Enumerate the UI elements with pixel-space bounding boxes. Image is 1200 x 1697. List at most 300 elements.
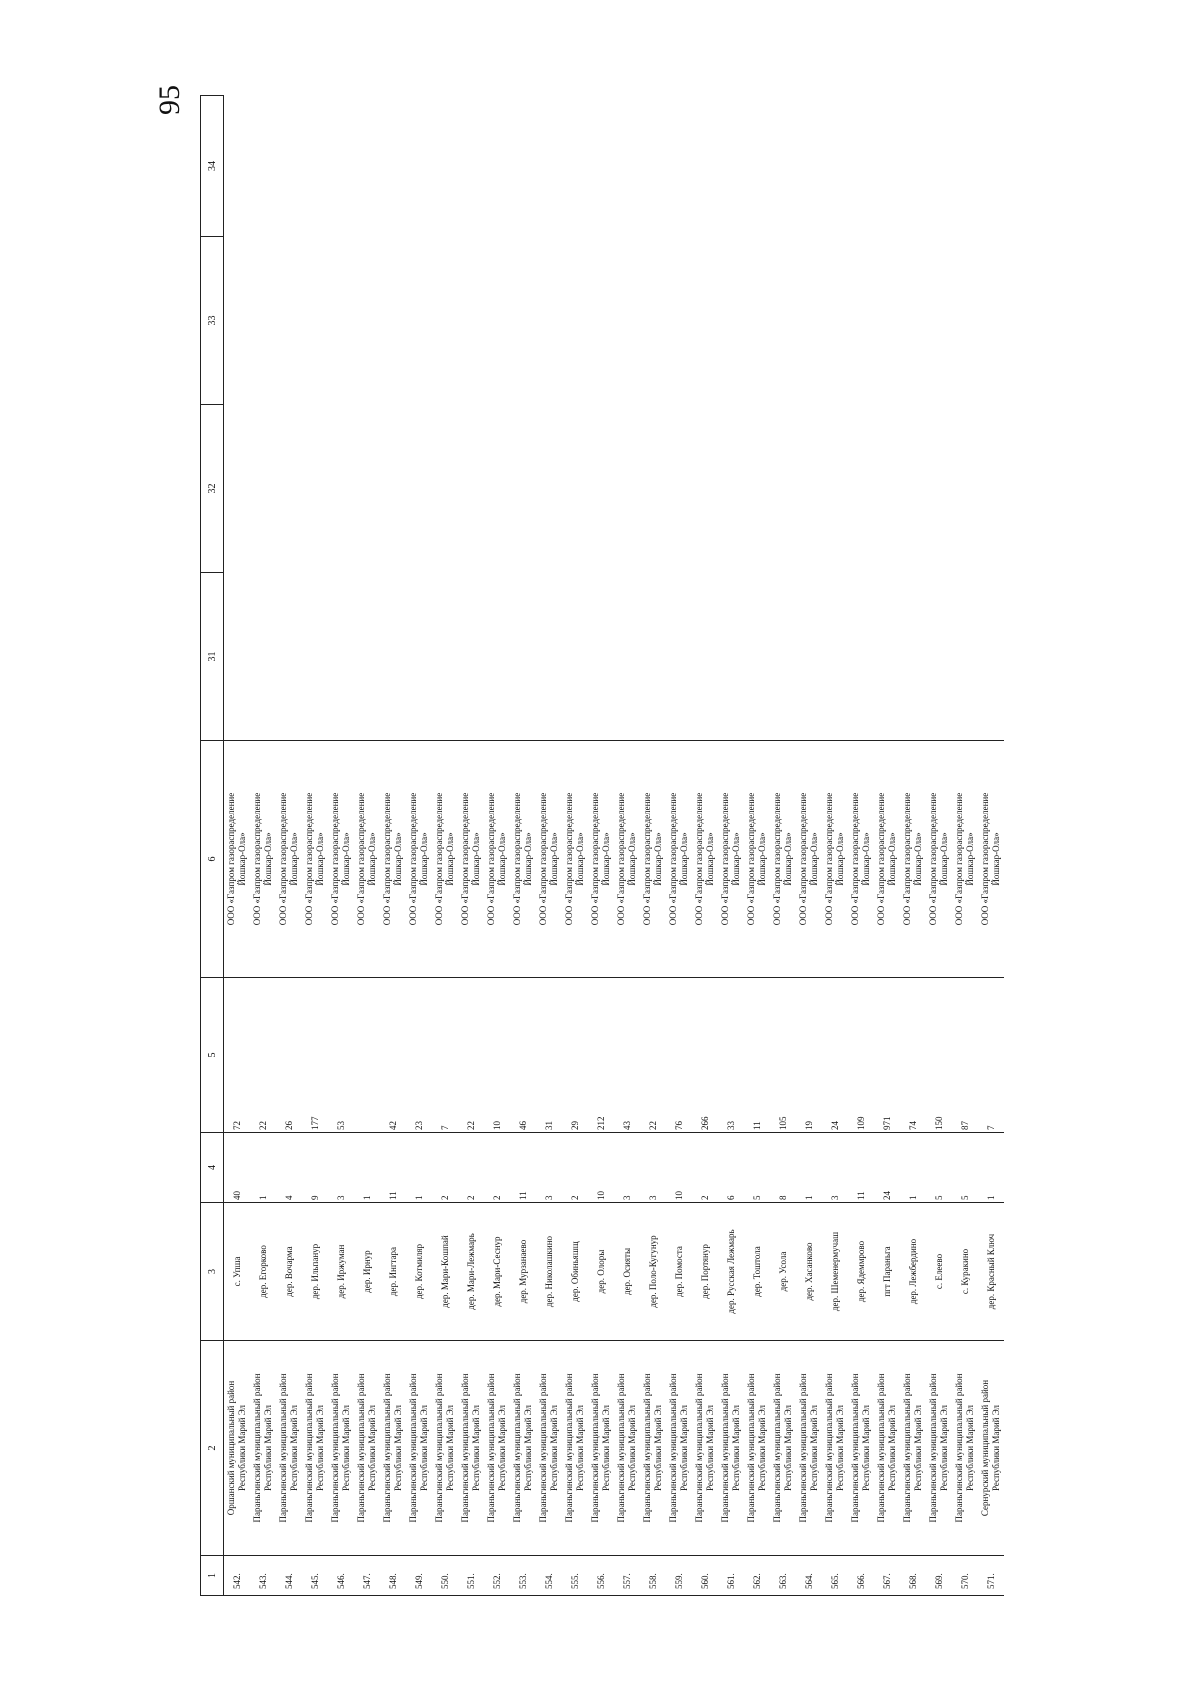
col4-value-cell: 3 xyxy=(614,1133,640,1203)
empty-cell xyxy=(302,405,328,573)
table-row xyxy=(562,96,588,1596)
district-cell xyxy=(614,1341,640,1556)
empty-cell xyxy=(328,96,354,237)
organization-cell xyxy=(952,741,978,978)
col5-value-cell: 46 xyxy=(510,978,536,1133)
settlement-cell: дер. Портянур xyxy=(692,1203,718,1341)
col5-value-cell: 105 xyxy=(770,978,796,1133)
empty-cell xyxy=(484,237,510,405)
data-table xyxy=(200,95,1004,1596)
organization-cell xyxy=(406,741,432,978)
settlement-cell: дер. Мари-Лежмарь xyxy=(458,1203,484,1341)
organization-cell xyxy=(588,741,614,978)
district-line: Параньгинский муниципальный район xyxy=(278,1373,288,1523)
table-row xyxy=(666,96,692,1596)
organization-line: Йошкар-Ола» xyxy=(341,832,351,886)
table-row xyxy=(848,96,874,1596)
organization-line: ООО «Газпром газораспределение xyxy=(876,792,886,926)
table-row xyxy=(588,96,614,1596)
col5-value-cell: 212 xyxy=(588,978,614,1133)
col5-value-cell: 23 xyxy=(406,978,432,1133)
district-line: Параньгинский муниципальный район xyxy=(876,1373,886,1523)
district-line: Параньгинский муниципальный район xyxy=(434,1373,444,1523)
empty-cell xyxy=(536,405,562,573)
table-row xyxy=(874,96,900,1596)
organization-line: Йошкар-Ола» xyxy=(965,832,975,886)
district-line: Республики Марий Эл xyxy=(835,1404,845,1492)
empty-cell xyxy=(588,237,614,405)
empty-cell xyxy=(796,405,822,573)
organization-cell xyxy=(276,741,302,978)
column-header: 3 xyxy=(201,1203,224,1341)
district-line: Параньгинский муниципальный район xyxy=(304,1373,314,1523)
settlement-cell: дер. Красный Ключ xyxy=(978,1203,1004,1341)
empty-cell xyxy=(562,237,588,405)
organization-cell xyxy=(848,741,874,978)
empty-cell xyxy=(224,237,251,405)
settlement-cell: дер. Николашкино xyxy=(536,1203,562,1341)
organization-line: Йошкар-Ола» xyxy=(497,832,507,886)
organization-line: Йошкар-Ола» xyxy=(861,832,871,886)
organization-cell xyxy=(224,741,251,978)
empty-cell xyxy=(536,237,562,405)
organization-line: Йошкар-Ола» xyxy=(445,832,455,886)
empty-cell xyxy=(406,96,432,237)
organization-line: Йошкар-Ола» xyxy=(367,832,377,886)
empty-cell xyxy=(952,96,978,237)
empty-cell xyxy=(692,96,718,237)
empty-cell xyxy=(250,405,276,573)
empty-cell xyxy=(666,96,692,237)
organization-line: Йошкар-Ола» xyxy=(419,832,429,886)
district-line: Параньгинский муниципальный район xyxy=(954,1373,964,1523)
settlement-cell: дер. Хасанково xyxy=(796,1203,822,1341)
district-line: Республики Марий Эл xyxy=(393,1404,403,1492)
empty-cell xyxy=(900,237,926,405)
empty-cell xyxy=(432,405,458,573)
col4-value-cell: 40 xyxy=(224,1133,251,1203)
settlement-cell: дер. Лежбердино xyxy=(900,1203,926,1341)
col5-value-cell: 150 xyxy=(926,978,952,1133)
district-cell xyxy=(354,1341,380,1556)
settlement-cell: дер. Обиньяшщ xyxy=(562,1203,588,1341)
row-number-cell: 568. xyxy=(900,1556,926,1596)
col5-value-cell: 87 xyxy=(952,978,978,1133)
col5-value-cell: 19 xyxy=(796,978,822,1133)
empty-cell xyxy=(614,405,640,573)
row-number-cell: 560. xyxy=(692,1556,718,1596)
empty-cell xyxy=(666,237,692,405)
row-number-cell: 542. xyxy=(224,1556,251,1596)
col5-value-cell: 26 xyxy=(276,978,302,1133)
empty-cell xyxy=(666,573,692,741)
col5-value-cell: 53 xyxy=(328,978,354,1133)
empty-cell xyxy=(432,96,458,237)
empty-cell xyxy=(926,237,952,405)
empty-cell xyxy=(874,96,900,237)
organization-cell xyxy=(744,741,770,978)
settlement-cell: дер. Поло-Кугунур xyxy=(640,1203,666,1341)
district-line: Республики Марий Эл xyxy=(445,1404,455,1492)
empty-cell xyxy=(874,237,900,405)
district-cell xyxy=(328,1341,354,1556)
empty-cell xyxy=(354,573,380,741)
col4-value-cell: 3 xyxy=(536,1133,562,1203)
empty-cell xyxy=(926,573,952,741)
district-line: Параньгинский муниципальный район xyxy=(356,1373,366,1523)
col4-value-cell: 2 xyxy=(458,1133,484,1203)
empty-cell xyxy=(354,96,380,237)
col5-value-cell: 266 xyxy=(692,978,718,1133)
empty-cell xyxy=(952,237,978,405)
row-number-cell: 564. xyxy=(796,1556,822,1596)
settlement-cell: дер. Ингтара xyxy=(380,1203,406,1341)
empty-cell xyxy=(640,237,666,405)
organization-line: ООО «Газпром газораспределение xyxy=(772,792,782,926)
empty-cell xyxy=(874,405,900,573)
empty-cell xyxy=(484,96,510,237)
empty-cell xyxy=(276,405,302,573)
organization-line: Йошкар-Ола» xyxy=(835,832,845,886)
settlement-cell: дер. Егорково xyxy=(250,1203,276,1341)
district-line: Параньгинский муниципальный район xyxy=(694,1373,704,1523)
organization-line: Йошкар-Ола» xyxy=(809,832,819,886)
table-row xyxy=(952,96,978,1596)
row-number-cell: 562. xyxy=(744,1556,770,1596)
empty-cell xyxy=(250,96,276,237)
district-line: Параньгинский муниципальный район xyxy=(850,1373,860,1523)
row-number-cell: 554. xyxy=(536,1556,562,1596)
empty-cell xyxy=(510,96,536,237)
empty-cell xyxy=(328,237,354,405)
table-row xyxy=(692,96,718,1596)
col4-value-cell: 10 xyxy=(666,1133,692,1203)
organization-line: Йошкар-Ола» xyxy=(627,832,637,886)
empty-cell xyxy=(536,573,562,741)
col5-value-cell: 72 xyxy=(224,978,251,1133)
row-number-cell: 570. xyxy=(952,1556,978,1596)
district-line: Параньгинский муниципальный район xyxy=(460,1373,470,1523)
table-row xyxy=(978,96,1004,1596)
organization-line: ООО «Газпром газораспределение xyxy=(486,792,496,926)
row-number-cell: 550. xyxy=(432,1556,458,1596)
col4-value-cell: 11 xyxy=(510,1133,536,1203)
col4-value-cell: 3 xyxy=(822,1133,848,1203)
settlement-cell: дер. Шеменермучаш xyxy=(822,1203,848,1341)
settlement-cell: дер. Усола xyxy=(770,1203,796,1341)
empty-cell xyxy=(822,96,848,237)
district-cell xyxy=(458,1341,484,1556)
district-line: Республики Марий Эл xyxy=(653,1404,663,1492)
column-header: 32 xyxy=(201,405,224,573)
district-line: Республики Марий Эл xyxy=(783,1404,793,1492)
column-header: 5 xyxy=(201,978,224,1133)
empty-cell xyxy=(822,405,848,573)
empty-cell xyxy=(562,96,588,237)
empty-cell xyxy=(250,573,276,741)
table-row xyxy=(380,96,406,1596)
organization-line: Йошкар-Ола» xyxy=(783,832,793,886)
empty-cell xyxy=(510,573,536,741)
col5-value-cell: 7 xyxy=(432,978,458,1133)
district-line: Республики Марий Эл xyxy=(523,1404,533,1492)
rotated-table-container xyxy=(200,96,1001,1596)
district-cell xyxy=(744,1341,770,1556)
district-line: Параньгинский муниципальный район xyxy=(902,1373,912,1523)
district-line: Республики Марий Эл xyxy=(601,1404,611,1492)
district-cell xyxy=(666,1341,692,1556)
organization-line: Йошкар-Ола» xyxy=(601,832,611,886)
empty-cell xyxy=(302,237,328,405)
district-line: Параньгинский муниципальный район xyxy=(382,1373,392,1523)
organization-line: ООО «Газпром газораспределение xyxy=(382,792,392,926)
district-line: Параньгинский муниципальный район xyxy=(538,1373,548,1523)
organization-cell xyxy=(562,741,588,978)
table-row xyxy=(770,96,796,1596)
organization-cell xyxy=(458,741,484,978)
organization-line: ООО «Газпром газораспределение xyxy=(564,792,574,926)
col5-value-cell: 971 xyxy=(874,978,900,1133)
empty-cell xyxy=(406,237,432,405)
district-line: Параньгинский муниципальный район xyxy=(564,1373,574,1523)
empty-cell xyxy=(640,573,666,741)
empty-cell xyxy=(978,237,1004,405)
organization-line: Йошкар-Ола» xyxy=(913,832,923,886)
organization-cell xyxy=(926,741,952,978)
empty-cell xyxy=(770,573,796,741)
organization-line: ООО «Газпром газораспределение xyxy=(954,792,964,926)
empty-cell xyxy=(302,573,328,741)
col4-value-cell: 1 xyxy=(900,1133,926,1203)
organization-line: ООО «Газпром газораспределение xyxy=(330,792,340,926)
district-line: Республики Марий Эл xyxy=(809,1404,819,1492)
organization-line: Йошкар-Ола» xyxy=(575,832,585,886)
organization-cell xyxy=(432,741,458,978)
empty-cell xyxy=(224,573,251,741)
col4-value-cell: 4 xyxy=(276,1133,302,1203)
empty-cell xyxy=(380,96,406,237)
district-line: Параньгинский муниципальный район xyxy=(252,1373,262,1523)
settlement-cell: дер. Русская Лежмарь xyxy=(718,1203,744,1341)
col4-value-cell: 11 xyxy=(380,1133,406,1203)
col5-value-cell: 43 xyxy=(614,978,640,1133)
col4-value-cell: 5 xyxy=(926,1133,952,1203)
empty-cell xyxy=(770,96,796,237)
empty-cell xyxy=(744,573,770,741)
empty-cell xyxy=(926,96,952,237)
settlement-cell: дер. Олоры xyxy=(588,1203,614,1341)
organization-line: ООО «Газпром газораспределение xyxy=(902,792,912,926)
district-cell xyxy=(536,1341,562,1556)
organization-line: ООО «Газпром газораспределение xyxy=(538,792,548,926)
organization-line: ООО «Газпром газораспределение xyxy=(824,792,834,926)
row-number-cell: 545. xyxy=(302,1556,328,1596)
district-cell xyxy=(874,1341,900,1556)
organization-line: Йошкар-Ола» xyxy=(939,832,949,886)
empty-cell xyxy=(848,96,874,237)
table-row xyxy=(276,96,302,1596)
settlement-cell: пгт Параньга xyxy=(874,1203,900,1341)
empty-cell xyxy=(952,405,978,573)
organization-line: ООО «Газпром газораспределение xyxy=(668,792,678,926)
empty-cell xyxy=(718,405,744,573)
column-header: 33 xyxy=(201,237,224,405)
empty-cell xyxy=(614,237,640,405)
column-header: 6 xyxy=(201,741,224,978)
organization-cell xyxy=(614,741,640,978)
col5-value-cell: 109 xyxy=(848,978,874,1133)
organization-line: Йошкар-Ола» xyxy=(289,832,299,886)
empty-cell xyxy=(692,405,718,573)
empty-cell xyxy=(796,96,822,237)
district-line: Параньгинский муниципальный район xyxy=(616,1373,626,1523)
col5-value-cell xyxy=(354,978,380,1133)
settlement-cell: дер. Вочарма xyxy=(276,1203,302,1341)
table-row xyxy=(536,96,562,1596)
empty-cell xyxy=(900,405,926,573)
organization-cell xyxy=(718,741,744,978)
empty-cell xyxy=(744,96,770,237)
district-cell xyxy=(640,1341,666,1556)
empty-cell xyxy=(718,573,744,741)
organization-line: Йошкар-Ола» xyxy=(679,832,689,886)
district-line: Параньгинский муниципальный район xyxy=(590,1373,600,1523)
organization-line: Йошкар-Ола» xyxy=(705,832,715,886)
row-number-cell: 566. xyxy=(848,1556,874,1596)
district-line: Параньгинский муниципальный район xyxy=(642,1373,652,1523)
organization-line: ООО «Газпром газораспределение xyxy=(408,792,418,926)
table-body xyxy=(224,96,1005,1596)
table-row xyxy=(458,96,484,1596)
district-line: Параньгинский муниципальный район xyxy=(746,1373,756,1523)
organization-line: Йошкар-Ола» xyxy=(731,832,741,886)
table-row xyxy=(796,96,822,1596)
district-cell xyxy=(406,1341,432,1556)
empty-cell xyxy=(562,573,588,741)
page-number: 95 xyxy=(153,85,186,115)
settlement-cell: дер. Ядеммрово xyxy=(848,1203,874,1341)
col5-value-cell: 11 xyxy=(744,978,770,1133)
table-row xyxy=(718,96,744,1596)
empty-cell xyxy=(380,405,406,573)
col5-value-cell: 10 xyxy=(484,978,510,1133)
col4-value-cell: 2 xyxy=(432,1133,458,1203)
district-cell xyxy=(796,1341,822,1556)
row-number-cell: 565. xyxy=(822,1556,848,1596)
row-number-cell: 555. xyxy=(562,1556,588,1596)
col4-value-cell: 8 xyxy=(770,1133,796,1203)
empty-cell xyxy=(744,405,770,573)
district-line: Республики Марий Эл xyxy=(341,1404,351,1492)
district-line: Республики Марий Эл xyxy=(965,1404,975,1492)
column-header: 31 xyxy=(201,573,224,741)
district-cell xyxy=(562,1341,588,1556)
organization-cell xyxy=(302,741,328,978)
district-cell xyxy=(770,1341,796,1556)
organization-line: ООО «Газпром газораспределение xyxy=(694,792,704,926)
empty-cell xyxy=(510,405,536,573)
organization-line: Йошкар-Ола» xyxy=(523,832,533,886)
column-header: 1 xyxy=(201,1556,224,1596)
district-line: Сернурский муниципальный район xyxy=(980,1379,990,1517)
settlement-cell: дер. Ирнур xyxy=(354,1203,380,1341)
row-number-cell: 571. xyxy=(978,1556,1004,1596)
row-number-cell: 543. xyxy=(250,1556,276,1596)
settlement-cell: с. Куракино xyxy=(952,1203,978,1341)
empty-cell xyxy=(848,573,874,741)
district-line: Республики Марий Эл xyxy=(549,1404,559,1492)
district-line: Республики Марий Эл xyxy=(939,1404,949,1492)
district-cell xyxy=(380,1341,406,1556)
table-row xyxy=(406,96,432,1596)
district-line: Параньгинский муниципальный район xyxy=(512,1373,522,1523)
organization-line: Йошкар-Ола» xyxy=(393,832,403,886)
district-cell xyxy=(926,1341,952,1556)
district-line: Республики Марий Эл xyxy=(497,1404,507,1492)
district-cell xyxy=(822,1341,848,1556)
empty-cell xyxy=(796,237,822,405)
organization-cell xyxy=(380,741,406,978)
district-line: Параньгинский муниципальный район xyxy=(330,1373,340,1523)
settlement-cell: дер. Ильпанур xyxy=(302,1203,328,1341)
empty-cell xyxy=(848,237,874,405)
col5-value-cell: 31 xyxy=(536,978,562,1133)
organization-line: ООО «Газпром газораспределение xyxy=(460,792,470,926)
row-number-cell: 549. xyxy=(406,1556,432,1596)
col4-value-cell: 1 xyxy=(796,1133,822,1203)
organization-cell xyxy=(666,741,692,978)
district-line: Республики Марий Эл xyxy=(471,1404,481,1492)
district-line: Республики Марий Эл xyxy=(367,1404,377,1492)
district-line: Республики Марий Эл xyxy=(861,1404,871,1492)
district-line: Параньгинский муниципальный район xyxy=(486,1373,496,1523)
empty-cell xyxy=(640,405,666,573)
district-line: Параньгинский муниципальный район xyxy=(720,1373,730,1523)
district-line: Республики Марий Эл xyxy=(991,1404,1001,1492)
district-line: Оршанский муниципальный район xyxy=(226,1380,236,1516)
column-header: 2 xyxy=(201,1341,224,1556)
settlement-cell: дер. Помоста xyxy=(666,1203,692,1341)
settlement-cell: с. Упша xyxy=(224,1203,251,1341)
empty-cell xyxy=(900,96,926,237)
district-line: Параньгинский муниципальный район xyxy=(798,1373,808,1523)
district-cell xyxy=(224,1341,251,1556)
empty-cell xyxy=(224,405,251,573)
column-header: 34 xyxy=(201,96,224,237)
empty-cell xyxy=(926,405,952,573)
district-cell xyxy=(588,1341,614,1556)
organization-line: ООО «Газпром газораспределение xyxy=(356,792,366,926)
organization-line: ООО «Газпром газораспределение xyxy=(798,792,808,926)
empty-cell xyxy=(328,405,354,573)
organization-cell xyxy=(796,741,822,978)
empty-cell xyxy=(822,237,848,405)
settlement-cell: дер. Иржуман xyxy=(328,1203,354,1341)
empty-cell xyxy=(224,96,251,237)
col5-value-cell: 22 xyxy=(250,978,276,1133)
empty-cell xyxy=(380,237,406,405)
organization-cell xyxy=(978,741,1004,978)
organization-line: Йошкар-Ола» xyxy=(653,832,663,886)
empty-cell xyxy=(770,405,796,573)
district-cell xyxy=(510,1341,536,1556)
col4-value-cell: 6 xyxy=(718,1133,744,1203)
organization-line: ООО «Газпром газораспределение xyxy=(512,792,522,926)
district-line: Республики Марий Эл xyxy=(731,1404,741,1492)
empty-cell xyxy=(510,237,536,405)
organization-line: ООО «Газпром газораспределение xyxy=(720,792,730,926)
table-row xyxy=(432,96,458,1596)
